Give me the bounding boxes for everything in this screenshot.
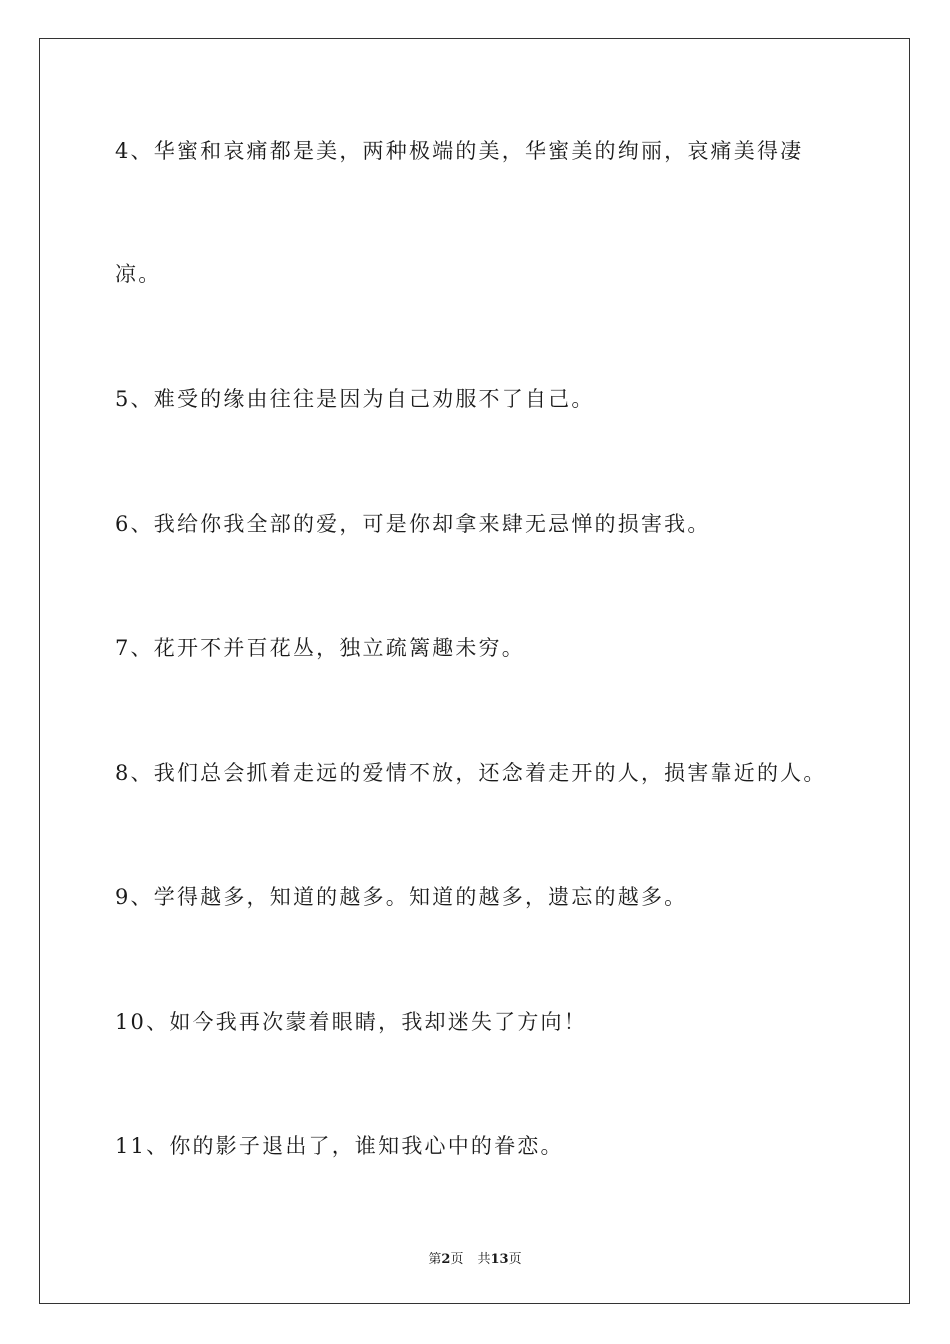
text-line-8: 8、我们总会抓着走远的爱情不放，还念着走开的人，损害靠近的人。 — [115, 761, 827, 785]
footer-total-number: 13 — [490, 1252, 509, 1267]
footer-page-prefix: 第 — [428, 1252, 442, 1267]
text-line-7: 7、花开不并百花丛，独立疏篱趣未穷。 — [115, 636, 525, 660]
text-line-4-continued: 凉。 — [115, 262, 162, 286]
page-footer — [0, 1248, 950, 1267]
text-line-5: 5、难受的缘由往往是因为自己劝服不了自己。 — [115, 387, 595, 411]
text-line-10: 10、如今我再次蒙着眼睛，我却迷失了方向！ — [115, 1010, 587, 1034]
footer-page-suffix: 页 — [450, 1252, 464, 1267]
text-line-6: 6、我给你我全部的爱，可是你却拿来肆无忌惮的损害我。 — [115, 512, 711, 536]
footer-total-suffix: 页 — [508, 1252, 522, 1267]
text-line-4: 4、华蜜和哀痛都是美，两种极端的美，华蜜美的绚丽，哀痛美得凄 — [115, 139, 804, 163]
page-border — [39, 38, 910, 1304]
footer-page-number: 2 — [441, 1252, 451, 1267]
footer-total-prefix: 共 — [477, 1252, 491, 1267]
text-line-11: 11、你的影子退出了，谁知我心中的眷恋。 — [115, 1134, 564, 1158]
text-line-9: 9、学得越多，知道的越多。知道的越多，遗忘的越多。 — [115, 885, 688, 909]
